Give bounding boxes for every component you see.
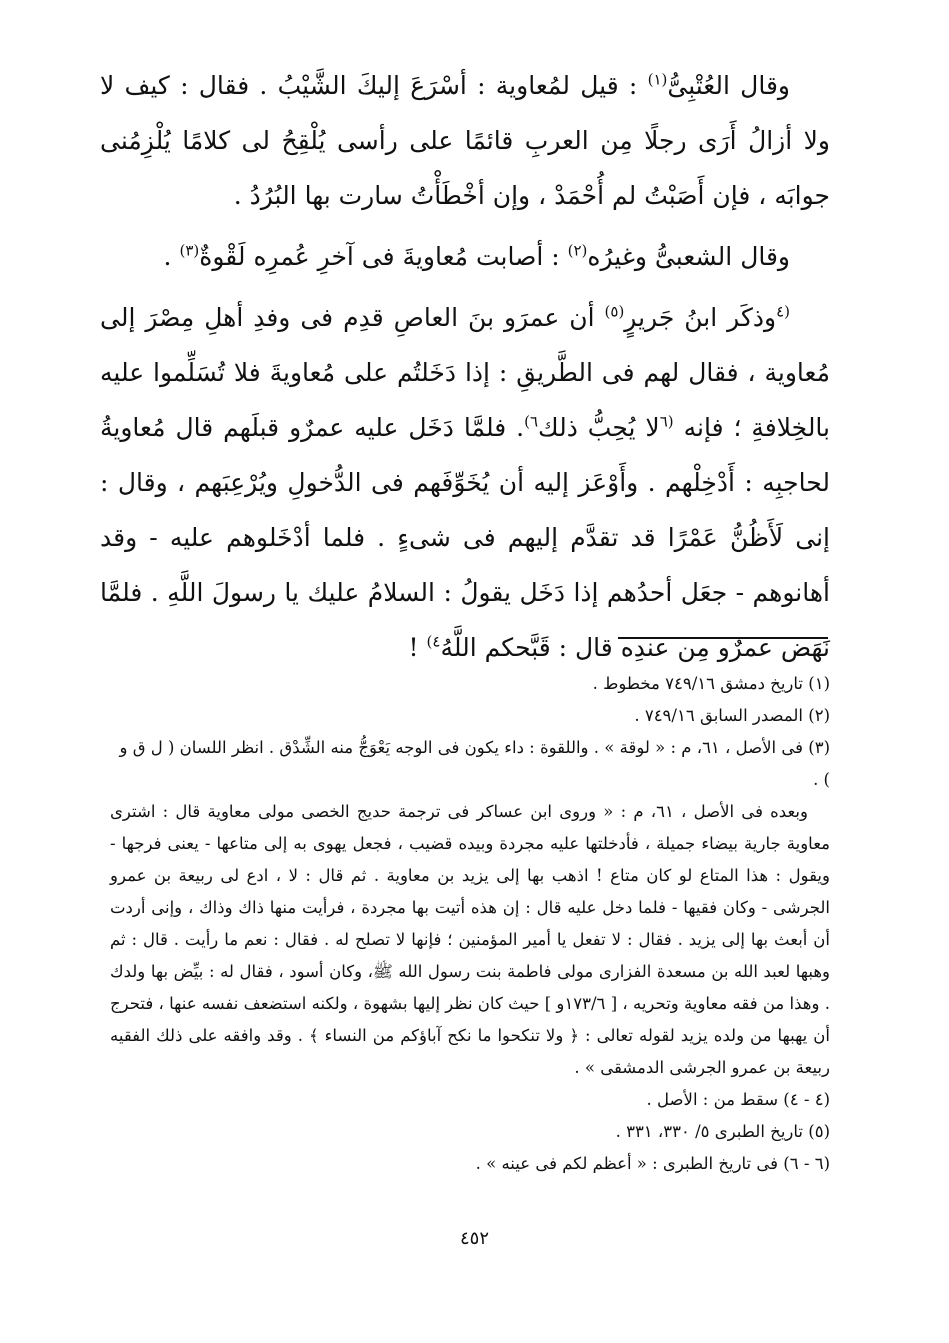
footnote-4: (٤ - ٤) سقط من : الأصل . [646,1090,830,1109]
footnote-ref-1[interactable]: (١) [647,70,668,89]
main-text-body [100,58,830,681]
footnote-2: (٢) المصدر السابق ٧٤٩/١٦ . [634,706,830,725]
footnote-ref-4-close[interactable]: ٤) [426,632,441,651]
footnote-ref-6-open[interactable]: (٦ [659,412,674,431]
footnote-ref-3[interactable]: (٣) [179,241,200,260]
footnote-3-continuation: وبعده فى الأصل ، ٦١، م : « وروى ابن عساكر فى ترجمة حديج الخصى مولى معاوية قال : اشترى معاوية جارية بيضاء جميلة ، فأدخلتها عليه مجردة وبيده قضيب ، فجعل يهوى به إلى متاعها - يعنى فرجها - ويقول : هذا المتاع لو كان متاع ! اذهب بها إلى يزيد بن معاوية . ثم قال : لا ، ادع لى ربيعة بن عمرو الجرشى - وكان فقيها - فلما دخل عليه قال : إن هذه أتيت بها مجردة ، فرأيت منها ذاك وذاك ، وإنى أردت أن أبعث بها إلى يزيد . فقال : لا تفعل يا أمير المؤمنين ؛ فإنها لا تصلح له . فقال : نعم ما رأيت . قال : ثم وهبها لعبد الله بن مسعدة الفزارى مولى فاطمة بنت رسول الله ﷺ، وكان أسود ، فقال له : بيِّض بها ولدك . وهذا من فقه معاوية وتحريه ، [ ١٧٣/٦و ] حيث كان نظر إليها بشهوة ، ولكنه استضعف نفسه عنها ، فتحرج أن يهبها من ولده يزيد لقوله تعالى : ﴿ ولا تنكحوا ما نكح آباؤكم من النساء ﴾ . وقد وافقه على ذلك الفقيه ربيعة بن عمرو الجرشى الدمشقى » . [110,802,830,1077]
footnote-3: (٣) فى الأصل ، ٦١، م : « لوقة » . واللقوة : داء يكون فى الوجه يَعْوَجُّ منه الشِّدْق . انظر اللسان ( ل ق و ) . [119,738,830,789]
footnote-ref-5[interactable]: (٥) [604,302,625,321]
footnote-1: (١) تاريخ دمشق ٧٤٩/١٦ مخطوط . [592,674,830,693]
footnote-6: (٦ - ٦) فى تاريخ الطبرى : « أعظم لكم فى عينه » . [475,1154,830,1173]
page-number: ٤٥٢ [459,1228,489,1249]
footnote-5: (٥) تاريخ الطبرى ٥/ ٣٣٠، ٣٣١ . [615,1122,830,1141]
footnotes [110,668,830,1180]
footnote-divider [618,637,828,639]
paragraph-1: وقال العُتْبِىُّ$^{(١)}$ : قيل لمُعاوية : أسْرَعَ إليكَ الشَّيْبُ . فقال : كيف لا ولا أزالُ أَرَى رجلًا مِن العربِ قائمًا على رأسى يُلْقِحُ لى كلامًا يُلْزِمُنى جوابَه ، فإن أَصَبْتُ لم أُحْمَدْ ، وإن أخْطَأْتُ سارت بها البُرُدُ . [100,70,830,210]
footnote-ref-6-close[interactable]: ٦) [524,412,539,431]
paragraph-3: $^{(٤}$وذكَر ابنُ جَريرٍ$^{(٥)}$ أن عمرَو بنَ العاصِ قدِم فى وفدِ أهلِ مِصْرَ إلى مُعاوية ، فقال لهم فى الطَّريقِ : إذا دَخَلتُم على مُعاويةَ فلا تُسَلِّموا عليه بالخِلافةِ ؛ فإنه $^{(٦}$لا يُحِبُّ ذلك$^{٦)}$. فلمَّا دَخَل عليه عمرٌو قبلَهم قال مُعاويةُ لحاجبِه : أَدْخِلْهم . وأَوْعَز إليه أن يُخَوِّفَهم فى الدُّخولِ ويُرْعِبَهم ، وقال : إنى لَأَظُنُّ عَمْرًا قد تقدَّم إليهم فى شىءٍ . فلما أدْخَلوهم عليه - وقد أهانوهم - جعَل أحدُهم إذا دَخَل يقولُ : السلامُ عليك يا رسولَ اللَّهِ . فلمَّا نَهَض عمرٌو مِن عندِه قال : قَبَّحكم اللَّهُ$^{٤)}$ ! [100,302,831,662]
paragraph-2: وقال الشعبىُّ وغيرُه$^{(٢)}$ : أصابت مُعاويةَ فى آخرِ عُمرِه لَقْوةٌ$^{(٣)}$ . [163,241,790,271]
footnote-ref-2[interactable]: (٢) [567,241,588,260]
footnote-ref-4-open[interactable]: (٤ [776,302,790,321]
